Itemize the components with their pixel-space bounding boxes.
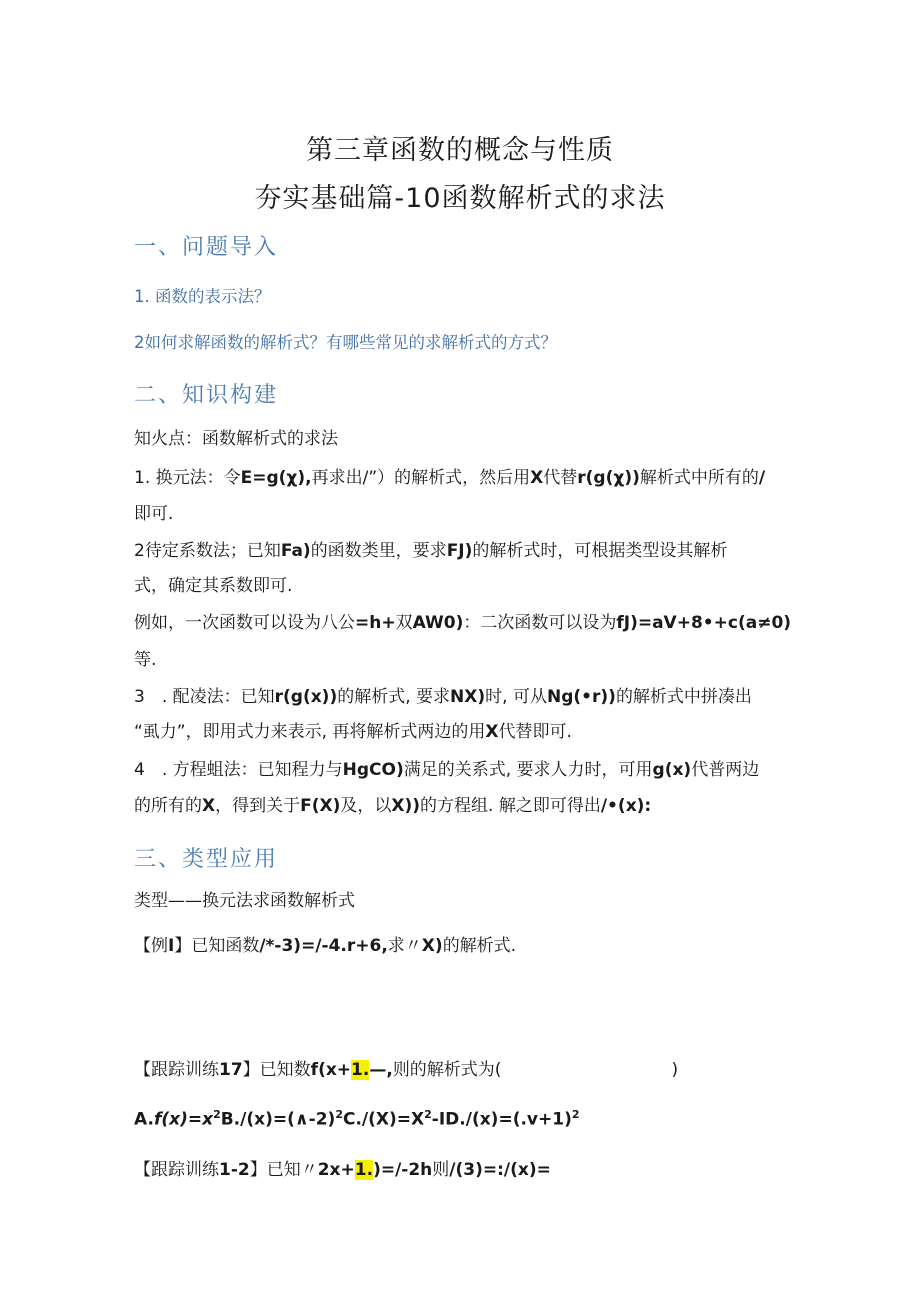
formula: X) <box>421 936 443 956</box>
superscript: 2 <box>213 1108 221 1121</box>
text-run: ，得到关于 <box>215 796 301 816</box>
text-run: 时, 可从 <box>485 687 547 707</box>
formula: fJ)=aV+8•+c(a≠0) <box>616 613 792 633</box>
text-run: “虱力”，即用式力来表示, 再将解析式两边的用 <box>134 722 486 742</box>
formula: F(X) <box>300 796 341 816</box>
text-run: 】已知数 <box>242 1060 311 1080</box>
formula: E=g(χ), <box>240 468 312 488</box>
text-run: 【跟踪训练 <box>134 1060 219 1080</box>
text-run: 2待定系数法；已知 <box>134 541 281 561</box>
text-run: 满足的关系式, 要求人力时，可用 <box>403 760 653 780</box>
method-3-line-2 <box>134 717 572 742</box>
text-run: 及，以 <box>340 796 392 816</box>
text-run: 的所有的 <box>134 796 202 816</box>
formula: I <box>168 936 175 956</box>
text-run: 代替即可. <box>498 722 572 742</box>
method-3-line-1 <box>134 682 752 707</box>
text-run: 的解析式时，可根据类型设其解析 <box>472 541 728 561</box>
option-label: A. <box>134 1109 154 1130</box>
formula: X)) <box>391 796 421 816</box>
section-heading-types: 三、类型应用 <box>134 847 279 872</box>
formula: r(g(x)) <box>274 687 338 707</box>
formula: NX) <box>450 687 486 707</box>
formula: f(x+ <box>310 1060 352 1080</box>
text-run: 的方程组. 解之即可得出 <box>420 796 601 816</box>
formula: 17 <box>219 1060 243 1080</box>
formula: Fa) <box>280 541 311 561</box>
question-1: 1. 函数的表示法？ <box>134 287 271 306</box>
text-run: 的解析式. <box>442 936 517 956</box>
text-run: 的函数类里，要求 <box>310 541 447 561</box>
chapter-title: 第三章函数的概念与性质 <box>306 135 614 166</box>
formula: /*-3)=/-4.r+6, <box>259 936 388 956</box>
formula: 2x+ <box>317 1160 355 1180</box>
method-1-line-1 <box>134 463 765 488</box>
tracking-exercise-1-2 <box>134 1155 551 1180</box>
example-1 <box>134 931 516 956</box>
formula: C./(X)=X <box>342 1109 425 1130</box>
method-4-line-2 <box>134 791 651 816</box>
section-heading-intro: 一、问题导入 <box>134 235 279 260</box>
answer-options <box>134 1108 580 1130</box>
formula: X <box>202 796 216 816</box>
method-2-line-1 <box>134 536 727 561</box>
superscript: 2 <box>571 1108 580 1121</box>
text-run: 的解析式中拼凑出 <box>615 687 752 707</box>
tracking-exercise-1-7 <box>134 1055 678 1080</box>
highlighted-formula: 1. <box>354 1160 374 1180</box>
formula: X <box>530 468 544 488</box>
formula: r(g(χ)) <box>577 468 640 488</box>
formula: f(x)=x <box>153 1109 214 1130</box>
type-1-heading: 类型——换元法求函数解析式 <box>134 891 355 911</box>
text-run: 求〃 <box>387 936 422 956</box>
text-run: 【例 <box>134 936 168 956</box>
formula: -ID./(x)=(.v+1) <box>431 1109 572 1130</box>
highlighted-formula: 1. <box>351 1060 370 1080</box>
text-run: 例如，一次函数可以设为八公 <box>134 613 355 633</box>
formula: /•(x): <box>600 796 652 816</box>
text-run: 4 . 方程蛆法：已知程力与 <box>134 760 343 780</box>
text-run: 双 <box>395 613 413 633</box>
text-run: 则 <box>432 1160 450 1180</box>
formula: 1-2 <box>219 1160 250 1180</box>
method-1-line-2: 即可. <box>134 504 174 524</box>
text-run: 【跟踪训练 <box>134 1160 219 1180</box>
example-line-1 <box>134 608 791 633</box>
formula: /(3)=:/(x)= <box>449 1160 551 1180</box>
formula: Ng(•r)) <box>546 687 616 707</box>
text-run: 1. 换元法：令 <box>134 468 241 488</box>
formula: HgCO) <box>342 760 404 780</box>
example-line-2: 等. <box>134 650 157 670</box>
lesson-title: 夯实基础篇-10函数解析式的求法 <box>254 183 666 214</box>
text-run: ：二次函数可以设为 <box>463 613 617 633</box>
formula: FJ) <box>446 541 473 561</box>
formula: —, <box>369 1060 393 1080</box>
formula: g(x) <box>652 760 692 780</box>
formula: )=/-2h <box>373 1160 433 1180</box>
question-2: 2如何求解函数的解析式？有哪些常见的求解析式的方式？ <box>134 333 557 352</box>
text-run: 代普两边 <box>691 760 760 780</box>
text-run: 3 . 配凌法：已知 <box>134 687 275 707</box>
text-run: 】已知〃 <box>249 1160 318 1180</box>
superscript: 2 <box>335 1108 343 1121</box>
formula: X <box>485 722 499 742</box>
formula: B./(x)=(∧-2) <box>220 1109 336 1130</box>
text-run: 】已知函数 <box>174 936 260 956</box>
formula: / <box>758 468 766 488</box>
formula: =h+ <box>355 613 396 633</box>
knowledge-heading: 知火点：函数解析式的求法 <box>134 429 338 449</box>
text-run: 代替 <box>543 468 578 488</box>
method-4-line-1 <box>134 755 759 780</box>
formula: AW0) <box>412 613 464 633</box>
section-heading-knowledge: 二、知识构建 <box>134 383 279 408</box>
text-run: 再求出/”）的解析式，然后用 <box>311 468 531 488</box>
text-run: ) <box>671 1060 679 1080</box>
text-run: 则的解析式为( <box>392 1060 502 1080</box>
superscript: 2 <box>424 1108 432 1121</box>
method-2-line-2: 式，确定其系数即可. <box>134 576 293 596</box>
text-run: 解析式中所有的 <box>639 468 759 488</box>
text-run: 的解析式, 要求 <box>337 687 451 707</box>
